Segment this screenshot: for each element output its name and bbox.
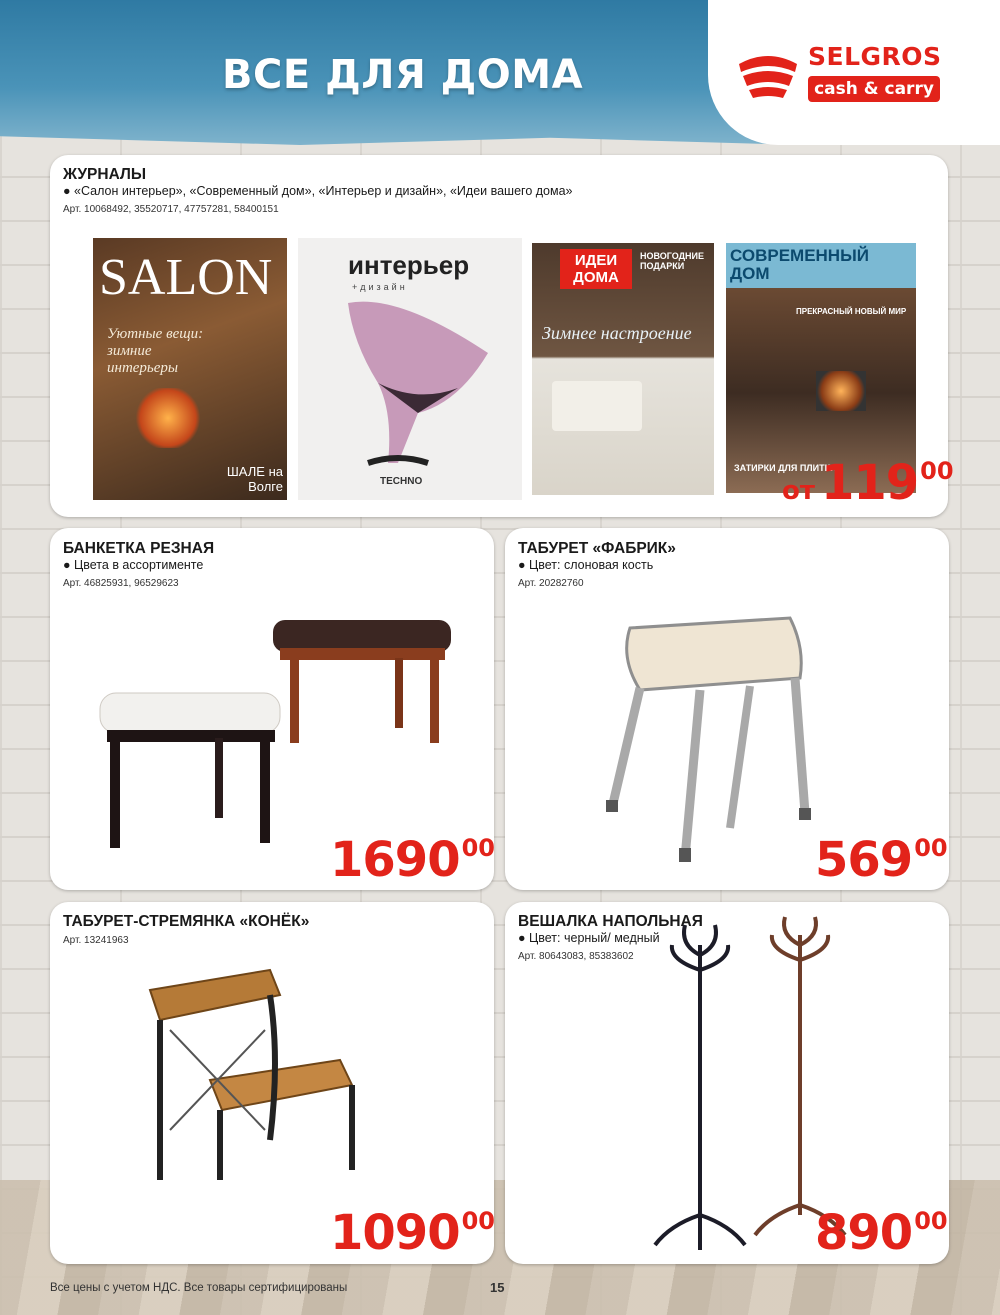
page-title: ВСЕ ДЛЯ ДОМА (222, 52, 584, 98)
price-main: 1690 (330, 832, 460, 888)
magazine-cover-interior (298, 238, 522, 500)
step-stool-illustration (130, 960, 380, 1190)
price-magazines (782, 455, 954, 511)
cover-subtitle: +дизайн (352, 282, 408, 292)
logo-name: SELGROS (808, 42, 942, 71)
card-description: ● Цвет: слоновая кость (518, 558, 654, 572)
price-cents: 00 (920, 457, 954, 485)
price-prefix: от (782, 476, 815, 506)
fireplace-glow (816, 371, 866, 411)
cover-corner-text: TECHNO (380, 476, 423, 487)
price-cents: 00 (461, 1207, 495, 1235)
card-description: ● Цвет: черный/ медный (518, 931, 660, 945)
coat-rack-illustration (650, 915, 850, 1255)
cover-subtitle: ПРЕКРАСНЫЙ НОВЫЙ МИР (796, 307, 907, 316)
card-title: ТАБУРЕТ-СТРЕМЯНКА «КОНЁК» (63, 913, 310, 930)
card-title: ЖУРНАЛЫ (63, 166, 147, 183)
card-title: ТАБУРЕТ «ФАБРИК» (518, 540, 676, 557)
card-title: БАНКЕТКА РЕЗНАЯ (63, 540, 215, 557)
cover-subtitle: Зимнее настроение (542, 323, 692, 343)
cover-corner-text: ШАЛЕ на Волге (226, 464, 283, 494)
price-main: 1090 (330, 1205, 460, 1261)
logo-tagline: cash & carry (808, 76, 940, 102)
magazine-cover-idei (532, 243, 714, 495)
chair-illustration (338, 293, 498, 473)
article-numbers: Арт. 80643083, 85383602 (518, 951, 634, 962)
price-hanger (815, 1205, 948, 1261)
magazine-cover-salon (93, 238, 287, 500)
stool-illustration (600, 608, 830, 868)
price-stool (815, 832, 948, 888)
article-numbers: Арт. 13241963 (63, 935, 129, 946)
armchair-shape (552, 381, 642, 431)
price-cents: 00 (461, 834, 495, 862)
price-cents: 00 (914, 834, 948, 862)
price-main: 119 (820, 455, 919, 511)
footer-note: Все цены с учетом НДС. Все товары сертифицированы (50, 1282, 348, 1294)
price-cents: 00 (914, 1207, 948, 1235)
fireplace-glow (133, 388, 203, 448)
price-main: 890 (815, 1205, 913, 1261)
cover-title: интерьер (348, 250, 470, 280)
bench-illustration (95, 608, 465, 858)
card-title: ВЕШАЛКА НАПОЛЬНАЯ (518, 913, 703, 930)
cover-title: SALON (99, 249, 273, 306)
price-main: 569 (815, 832, 913, 888)
price-step-stool (330, 1205, 495, 1261)
page-number: 15 (490, 1280, 505, 1295)
price-bench (330, 832, 495, 888)
cover-title: СОВРЕМЕННЫЙ ДОМ (730, 246, 869, 283)
cover-corner-text: НОВОГОДНИЕ ПОДАРКИ (640, 251, 705, 271)
card-description: ● «Салон интерьер», «Современный дом», «Интерьер и дизайн», «Идеи вашего дома» (63, 184, 573, 198)
selgros-logo-icon (735, 42, 801, 108)
cover-title: ИДЕИ ДОМА (560, 249, 632, 289)
article-numbers: Арт. 10068492, 35520717, 47757281, 58400151 (63, 204, 279, 215)
cover-corner-text: ЗАТИРКИ ДЛЯ ПЛИТКИ (734, 463, 837, 473)
card-description: ● Цвета в ассортименте (63, 558, 204, 572)
article-numbers: Арт. 46825931, 96529623 (63, 578, 179, 589)
cover-subtitle: Уютные вещи: зимние интерьеры (107, 326, 204, 376)
article-numbers: Арт. 20282760 (518, 578, 584, 589)
